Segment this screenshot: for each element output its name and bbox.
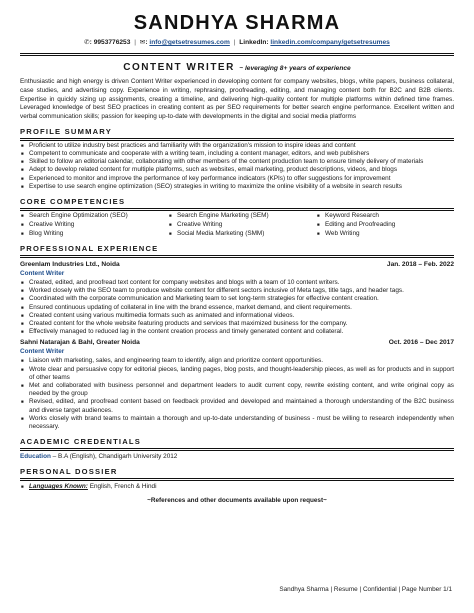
section-title: PROFILE SUMMARY [20,127,112,137]
separator: | [233,39,236,46]
list-item: ■ Ensured continuous updating of collateral in line with the brand essence, market demand, and client requirements. [20,304,454,312]
list-item: ■ Revised, edited, and proofread content based on feedback provided and developed and maintained a thorough understanding of the B2C business and diverse target audiences. [20,398,454,414]
section-header-competencies [20,197,454,211]
linkedin-link[interactable]: linkedin.com/company/getsetresumes [270,39,390,46]
list-item: ■ Creative Writing [20,221,168,230]
job-header [20,260,454,269]
section-divider-thin [20,257,454,258]
education-label: Education [20,453,51,461]
section-title: PERSONAL DOSSIER [20,467,118,477]
education-line [20,452,454,461]
list-item: ■ Keyword Research [316,212,454,221]
section-title: CORE COMPETENCIES [20,197,126,207]
list-item: ■ Effectively managed to reduced lag in the content creation process and timely generated content and collateral. [20,328,454,336]
phone-label: : [89,39,92,46]
email-icon: ✉ [139,39,146,46]
dossier-list [20,482,454,491]
list-item: ■ Web Writing [316,230,454,239]
list-item: ■ Works closely with brand teams to maintain a thorough and up-to-date understanding of business - must be willing to research independently when necessary. [20,415,454,431]
competency-column [20,212,168,238]
section-title: ACADEMIC CREDENTIALS [20,437,142,447]
section-divider [20,255,454,256]
references-note: ~References and other documents available upon request~ [147,497,327,505]
section-header-experience [20,244,454,258]
job-title: CONTENT WRITER [123,62,235,74]
languages-label: Languages Known: [29,483,88,491]
section-divider [20,138,454,139]
contact-line: ✆: 9953776253 | ✉: info@getsetresumes.com | LinkedIn: linkedin.com/company/getsetresumes [84,39,390,46]
company-name: Sahni Natarajan & Bahl, Greater Noida [20,339,140,347]
title-line [20,60,454,75]
list-item: ■ Search Engine Optimization (SEO) [20,212,168,221]
list-item: ■ Expertise to use search engine optimization (SEO) strategies in writing to maximize the online visibility of a website in search results [20,183,454,191]
profile-summary-list [20,142,454,191]
separator: | [134,39,136,46]
section-divider [20,208,454,209]
list-item: ■ Experienced to monitor and improve the performance of key performance indicators (KPIs) to offer suggestions for improvement [20,175,454,183]
list-item: ■ Wrote clear and persuasive copy for editorial pieces, landing pages, blog posts, and thought-leadership pieces, as well as for products and in support of other teams [20,366,454,382]
list-item: ■ Liaison with marketing, sales, and engineering team to identify, align and prioritize content opportunities. [20,357,454,365]
section-divider-thin [20,480,454,481]
job-dates: Oct. 2016 – Dec 2017 [388,339,454,347]
section-header-education [20,437,454,451]
competency-column [168,212,316,238]
phone-icon: ✆ [84,39,90,46]
section-header-profile [20,127,454,141]
job-duties-list [20,357,454,431]
linkedin-label: LinkedIn: [239,39,269,46]
competency-column [316,212,454,238]
list-item: ■ Social Media Marketing (SMM) [168,230,316,239]
phone-number: 9953776253 [93,39,131,46]
candidate-name: SANDHYA SHARMA [133,12,341,34]
job-role: Content Writer [20,269,65,277]
company-name: Greenlam Industries Ltd., Noida [20,260,120,268]
section-divider [20,448,454,449]
section-header-dossier [20,467,454,481]
section-divider [20,478,454,479]
competencies-grid [20,212,454,238]
list-item: ■ Proficient to utilize industry best practices and familiarity with the organization's mission to inspire ideas and content [20,142,454,150]
title-tagline: ~ leveraging 8+ years of experience [239,65,351,73]
list-item: ■ Created, edited, and proofread text content for company websites and blogs with a team of 10 content writers. [20,279,454,287]
header-divider-thin [20,55,454,56]
section-divider-thin [20,140,454,141]
section-title: PROFESSIONAL EXPERIENCE [20,244,159,254]
list-item: ■ Search Engine Marketing (SEM) [168,212,316,221]
list-item: ■ Coordinated with the corporate communication and Marketing team to set long-term strategies for effective content creation. [20,295,454,303]
list-item: ■ Competent to communicate and cooperate with a writing team, including a content manager, editors, and web publishers [20,150,454,158]
list-item: ■ Creative Writing [168,221,316,230]
list-item: ■ Created content using various multimedia formats such as animated and informational videos. [20,312,454,320]
header-divider [20,53,454,54]
list-item: ■ Skilled to follow an editorial calendar, collaborating with other members of the content production team to ensure timely delivery of materials [20,158,454,166]
education-value: – B.A (English), Chandigarh University 2012 [52,453,178,461]
section-divider-thin [20,450,454,451]
list-item: ■ Editing and Proofreading [316,221,454,230]
job-duties-list [20,279,454,336]
job-header [20,338,454,347]
list-item: ■ Created content for the whole website featuring products and services that maximized business for the company. [20,320,454,328]
list-item: ■ Worked closely with the SEO team to produce website content for different sectors inclusive of Meta tags, title tags, and header tags. [20,287,454,295]
job-role: Content Writer [20,348,65,356]
list-item [20,482,454,491]
section-divider-thin [20,210,454,211]
email-link[interactable]: info@getsetresumes.com [149,39,230,46]
list-item: ■ Adept to develop related content for multiple platforms, such as websites, email marketing, product descriptions, videos, and blogs [20,166,454,174]
job-dates: Jan. 2018 – Feb. 2022 [386,260,454,268]
languages-value: English, French & Hindi [89,483,157,491]
list-item: ■ Blog Writing [20,230,168,239]
page-footer: Sandhya Sharma | Resume | Confidential | Page Number 1/1 [279,586,452,593]
list-item: ■ Met and collaborated with business personnel and department leaders to audit current copy, rewrite existing content, and write original copy as needed by the group [20,382,454,398]
summary-paragraph: Enthusiastic and high energy is driven Content Writer experienced in developing content for company websites, blogs, white papers, business collateral, case studies, and advertising copy. Experience in writing, rephrasing, proofreading, editing, and managing content both for B2C and B2B clients. Expertise in quickly sizing up assignments, creating a timeline, and delivering high-quality content for multiple platforms within defined time frames. Leveraged knowledge of best SEO practices in creating content as per SEO requirements for better search engine performance. Excellent written and verbal communication skills; passion for keeping up-to-date with developments in the digital and social media platforms [20,78,454,120]
